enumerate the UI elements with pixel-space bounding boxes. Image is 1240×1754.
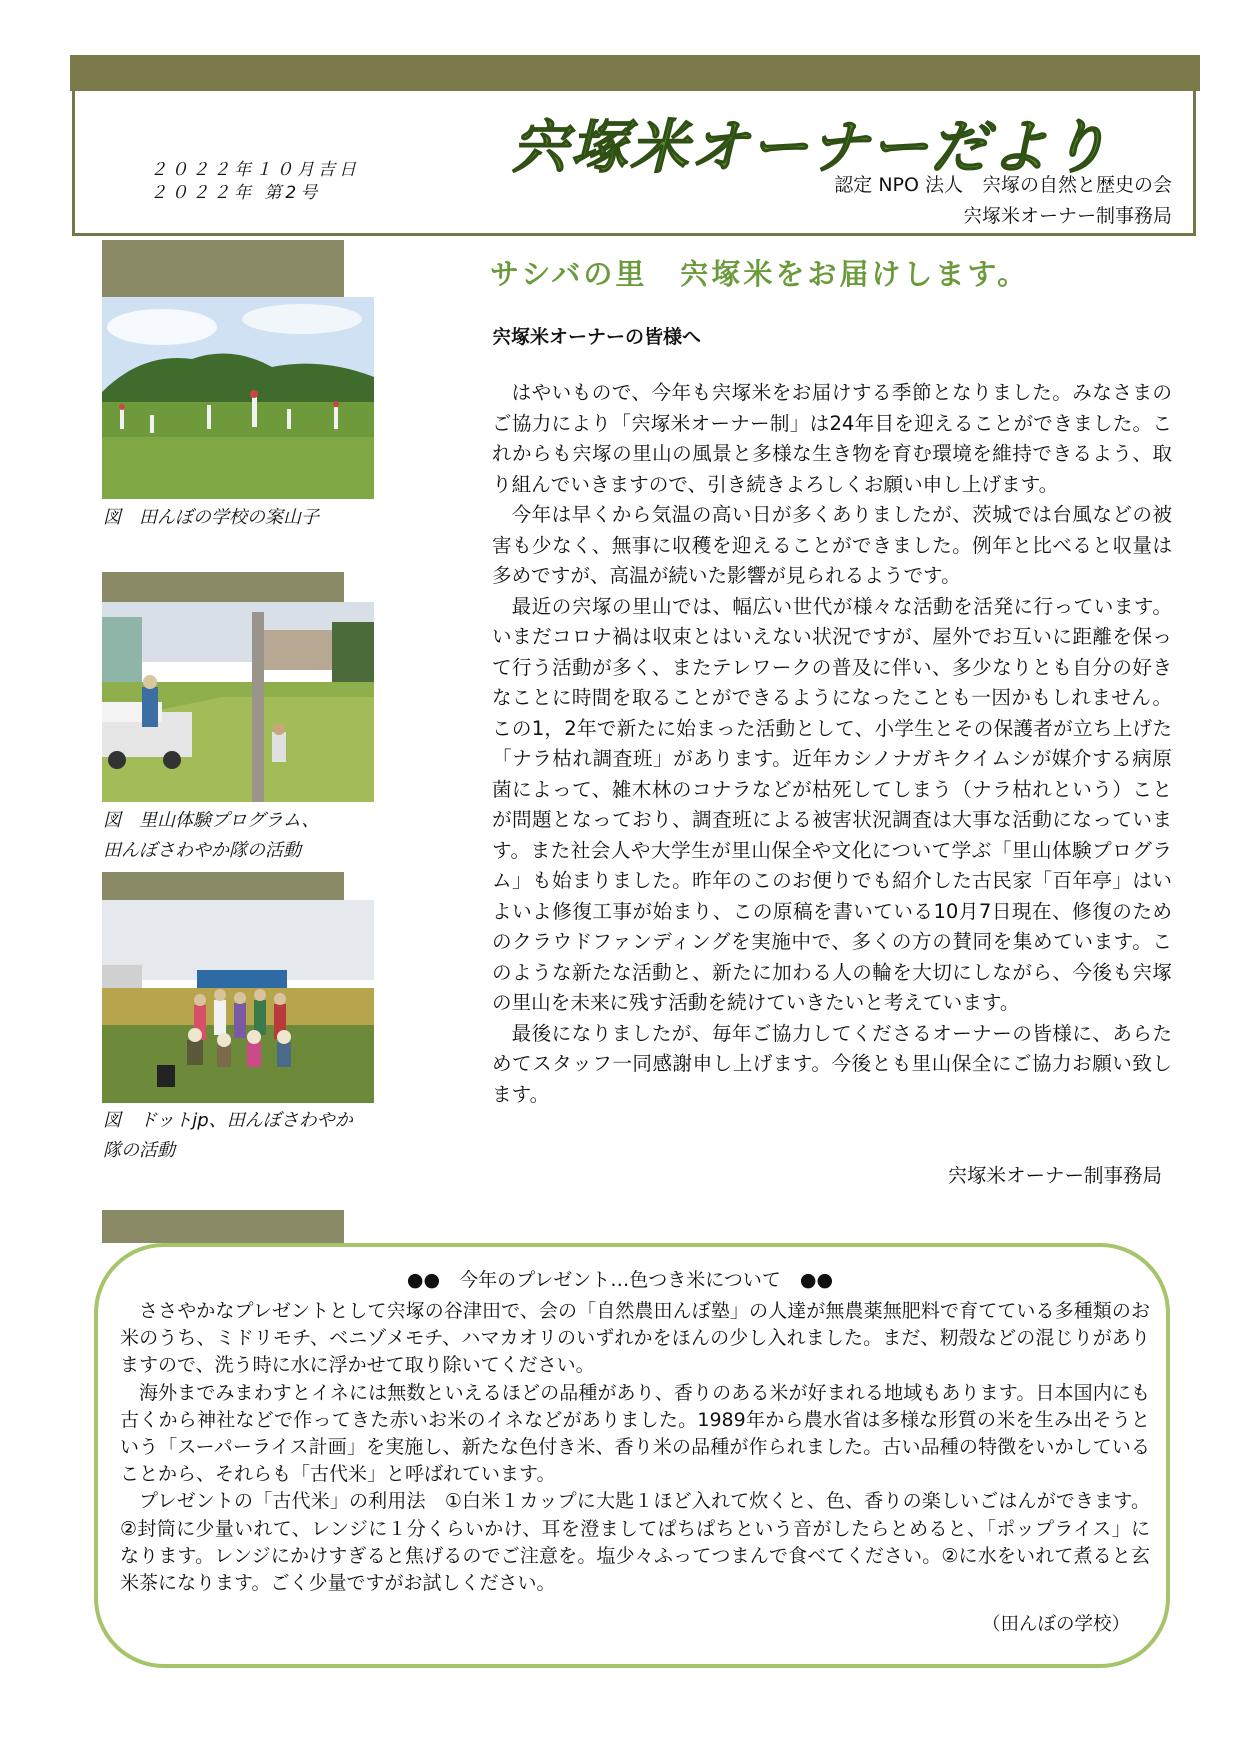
- present-paragraph: ささやかなプレゼントとして宍塚の谷津田で、会の「自然農田んぼ塾」の人達が無農薬無肥料で育てている多種類のお米のうち、ミドリモチ、ベニゾメモチ、ハマカオリのいずれかをほんの少し入れました。まだ、籾殻などの混じりがありますので、洗う時に水に浮かせて取り除いてください。: [120, 1300, 1150, 1377]
- article-paragraph: 今年は早くから気温の高い日が多くありましたが、茨城では台風などの被害も少なく、無事に収穫を迎えることができました。例年と比べると収量は多めですが、高温が続いた影響が見られるようです。: [492, 503, 1172, 587]
- scarecrow-field-photo: [102, 297, 374, 499]
- present-credit: （田んぼの学校）: [981, 1614, 1130, 1635]
- photo-caption-line: 図 里山体験プログラム、: [103, 810, 320, 831]
- photo-caption-line: 図 ドットjp、田んぼさわやか: [103, 1110, 353, 1131]
- article-paragraph: 最近の宍塚の里山では、幅広い世代が様々な活動を活発に行っています。いまだコロナ禍は収束とはいえない状況ですが、屋外でお互いに距離を保って行う活動が多く、またテレワークの普及に伴い、多少なりとも自分の好きなことに時間を取ることができるようになったことも一因かもしれません。この1，2年で新たに始まった活動として、小学生とその保護者が立ち上げた「ナラ枯れ調査班」があります。近年カシノナガキクイムシが媒介する病原菌によって、雑木林のコナラなどが枯死してしまう（ナラ枯れという）ことが問題となっており、調査班による被害状況調査は大事な活動になっています。また社会人や大学生が里山保全や文化について学ぶ「里山体験プログラム」も始まりました。昨年のこのお便りでも紹介した古民家「百年亭」はいよいよ修復工事が始まり、この原稿を書いている10月7日現在、修復のためのクラウドファンディングを実施中で、多くの方の賛同を集めています。このような新たな活動と、新たに加わる人の輪を大切にしながら、今後も宍塚の里山を未来に残す活動を続けていきたいと考えています。: [492, 594, 1172, 1014]
- article-paragraph: 最後になりましたが、毎年ご協力してくださるオーナーの皆様に、あらためてスタッフ一同感謝申し上げます。今後とも里山保全にご協力お願い致します。: [492, 1021, 1172, 1106]
- group-photo: [102, 900, 374, 1103]
- header-bar: [70, 55, 1200, 91]
- salutation: 宍塚米オーナーの皆様へ: [492, 326, 702, 348]
- article-paragraph: はやいもので、今年も宍塚米をお届けする季節となりました。みなさまのご協力により「宍塚米オーナー制」は24年目を迎えることができました。これからも宍塚の里山の風景と多様な生き物を育む環境を維持できるよう、取り組んでいきますので、引き続きよろしくお願い申し上げます。: [492, 381, 1172, 496]
- present-paragraph: 海外までみまわすとイネには無数といえるほどの品種があり、香りのある米が好まれる地域もあります。日本国内にも古くから神社などで作ってきた赤いお米のイネなどがありました。1989年から農水省は多様な形質の米を生み出そうという「スーパーライス計画」を実施し、新たな色付き米、香り米の品種が作られました。古い品種の特徴をいかしていることから、それらも「古代米」と呼ばれています。: [120, 1381, 1150, 1486]
- photo-caption-line: 田んぼさわやか隊の活動: [103, 840, 301, 861]
- decorative-bar: [102, 872, 344, 900]
- issue-date: ２０２２年１０月吉日: [150, 160, 360, 180]
- decorative-bar: [102, 1210, 344, 1243]
- present-body: [120, 1298, 1150, 1597]
- farm-work-photo: [102, 602, 374, 802]
- decorative-bar: [102, 572, 344, 602]
- article-signature: 宍塚米オーナー制事務局: [947, 1164, 1162, 1187]
- decorative-bar: [102, 240, 344, 298]
- article-body: [492, 378, 1172, 1110]
- present-paragraph: プレゼントの「古代米」の利用法 ①白米１カップに大匙１ほど入れて炊くと、色、香りの楽しいごはんができます。②封筒に少量いれて、レンジに１分くらいかけ、耳を澄ましてぱちぱちという音がしたらとめると、「ポップライス」になります。レンジにかけすぎると焦げるのでご注意を。塩少々ふってつまんで食べてください。②に水をいれて煮ると玄米茶になります。ごく少量ですがお試しください。: [120, 1490, 1150, 1595]
- article-headline: サシバの里 宍塚米をお届けします。: [490, 257, 1030, 291]
- organization-name: 認定 NPO 法人 宍塚の自然と歴史の会: [834, 174, 1172, 196]
- photo-caption-line: 隊の活動: [103, 1140, 175, 1161]
- newsletter-title: 宍塚米オーナーだより: [510, 113, 1111, 181]
- present-title: ●● 今年のプレゼント…色つき米について ●●: [406, 1269, 834, 1291]
- issue-number: ２０２２年 第2号: [150, 183, 322, 203]
- office-name: 宍塚米オーナー制事務局: [962, 205, 1172, 227]
- photo-caption: 図 田んぼの学校の案山子: [103, 507, 319, 528]
